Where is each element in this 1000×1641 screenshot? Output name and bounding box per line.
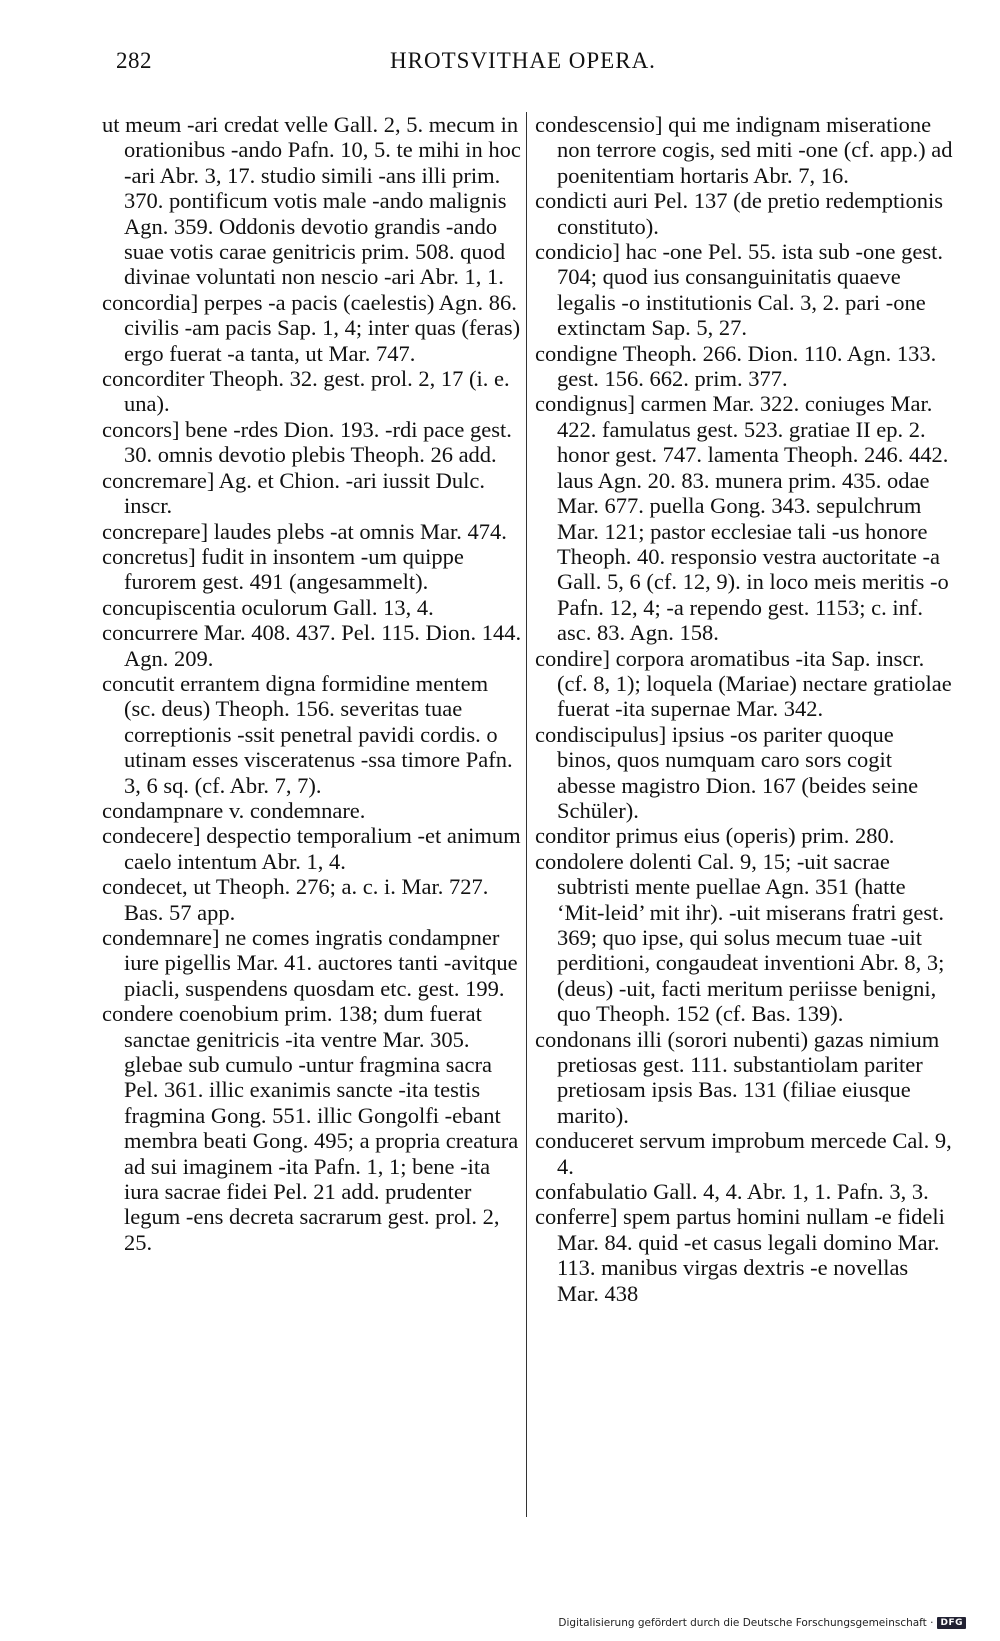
entry: condere coenobium prim. 138; dum fuerat sanctae genitricis -ita ventre Mar. 305. glebae sub cumulo -untur fragmina sacra Pel. 361. illic exanimis sancte -ita testis fragmina Gong. 551. illic Gongolfi -ebant membra beati Gong. 495; a propria creatura ad sui imaginem -ita Pafn. 1, 1; bene -ita iura sacrae fidei Pel. 21 add. prudenter legum -ens decreta sacrarum gest. prol. 2, 25.	[102, 1001, 519, 1255]
entry: condigne Theoph. 266. Dion. 110. Agn. 133. gest. 156. 662. prim. 377.	[535, 340, 937, 392]
entry: concremare] Ag. et Chion. -ari iussit Dulc. inscr.	[102, 467, 486, 519]
entry: confabulatio Gall. 4, 4. Abr. 1, 1. Pafn. 3, 3.	[535, 1179, 929, 1205]
entry: concorditer Theoph. 32. gest. prol. 2, 17 (i. e. una).	[102, 366, 510, 417]
entry: condampnare v. condemnare.	[102, 797, 366, 823]
dfg-logo: DFG	[937, 1617, 966, 1629]
entry: condecere] despectio temporalium -et animum caelo intentum Abr. 1, 4.	[102, 823, 521, 874]
entry: condicio] hac -one Pel. 55. ista sub -one gest. 704; quod ius consanguinitatis quaeve legalis -o institutionis Cal. 3, 2. pari -one extinctam Sap. 5, 27.	[535, 239, 944, 341]
right-column	[535, 112, 953, 1306]
entry: condonans illi (sorori nubenti) gazas nimium pretiosas gest. 111. substantiolam pariter pretiosam ipsis Bas. 131 (filiae eiusque marito).	[535, 1026, 940, 1128]
entry: concrepare] laudes plebs -at omnis Mar. 474.	[102, 518, 507, 544]
entry: concurrere Mar. 408. 437. Pel. 115. Dion. 144. Agn. 209.	[102, 620, 522, 671]
entry: condiscipulus] ipsius -os pariter quoque binos, quos numquam caro sors cogit abesse magistro Dion. 167 (beides seine Schüler).	[535, 721, 919, 823]
entry: ut meum -ari credat velle Gall. 2, 5. mecum in orationibus -ando Pafn. 10, 5. te mihi in hoc -ari Abr. 3, 17. studio simili -ans illi prim. 370. pontificum votis male -ando malignis Agn. 359. Oddonis devotio grandis -ando suae votis carae genitricis prim. 508. quod divinae voluntati non nescio -ari Abr. 1, 1.	[102, 112, 521, 290]
entry: condire] corpora aromatibus -ita Sap. inscr. (cf. 8, 1); loquela (Mariae) nectare gratiolae fuerat -ita supernae Mar. 342.	[535, 645, 952, 722]
entry: conferre] spem partus homini nullam -e fideli Mar. 84. quid -et casus legali domino Mar. 113. manibus virgas dextris -e novellas Mar. 438	[535, 1204, 945, 1306]
entry: conditor primus eius (operis) prim. 280.	[535, 823, 895, 849]
entry: concors] bene -rdes Dion. 193. -rdi pace gest. 30. omnis devotio plebis Theoph. 26 add.	[102, 416, 512, 468]
digitization-credit	[558, 1615, 966, 1631]
entry: condemnare] ne comes ingratis condampner iure pigellis Mar. 41. auctores tanti -avitque piacli, suspendens quosdam etc. gest. 199.	[102, 925, 518, 1001]
page-header	[108, 48, 938, 88]
entry: condicti auri Pel. 137 (de pretio redemptionis constituto).	[535, 188, 944, 239]
entry: condolere dolenti Cal. 9, 15; -uit sacrae subtristi mente puellae Agn. 351 (hatte ‘Mit-leid’ mit ihr). -uit miserans fratri gest. 369; quo ipse, qui solus mecum tuae -uit perditioni, congaudeat inventioni Abr. 8, 3; (deus) -uit, facti meritum periisse benigni, quo Theoph. 152 (cf. Bas. 139).	[535, 848, 945, 1027]
entry: concordia] perpes -a pacis (caelestis) Agn. 86. civilis -am pacis Sap. 1, 4; inter quas (feras) ergo fuerat -a tanta, ut Mar. 747.	[102, 289, 521, 366]
column-divider	[526, 112, 527, 1517]
entry: conduceret servum improbum mercede Cal. 9, 4.	[535, 1128, 952, 1179]
entry: concutit errantem digna formidine mentem (sc. deus) Theoph. 156. severitas tuae correptionis -ssit penetral pavidi cordis. o utinam esses visceratenus -ssa timore Pafn. 3, 6 sq. (cf. Abr. 7, 7).	[102, 670, 513, 798]
credit-text: Digitalisierung gefördert durch die Deutsche Forschungsgemeinschaft ·	[558, 1617, 934, 1629]
running-title: HROTSVITHAE OPERA.	[390, 48, 656, 73]
page-number: 282	[116, 48, 152, 73]
left-column	[102, 112, 522, 1255]
entry: concretus] fudit in insontem -um quippe furorem gest. 491 (angesammelt).	[102, 543, 464, 595]
entry: concupiscentia oculorum Gall. 13, 4.	[102, 594, 434, 620]
entry: condignus] carmen Mar. 322. coniuges Mar. 422. famulatus gest. 523. gratiae II ep. 2. honor gest. 747. lamenta Theoph. 246. 442. laus Agn. 20. 83. munera prim. 435. odae Mar. 677. puella Gong. 343. sepulchrum Mar. 121; pastor ecclesiae tali -us honore Theoph. 40. responsio vestra auctoritate -a Gall. 5, 6 (cf. 12, 9). in loco meis meritis -o Pafn. 12, 4; -a rependo gest. 1153; c. inf. asc. 83. Agn. 158.	[535, 391, 949, 646]
entry: condecet, ut Theoph. 276; a. c. i. Mar. 727. Bas. 57 app.	[102, 874, 489, 925]
entry: condescensio] qui me indignam miseratione non terrore cogis, sed miti -one (cf. app.) ad poenitentiam hortaris Abr. 7, 16.	[535, 112, 953, 188]
